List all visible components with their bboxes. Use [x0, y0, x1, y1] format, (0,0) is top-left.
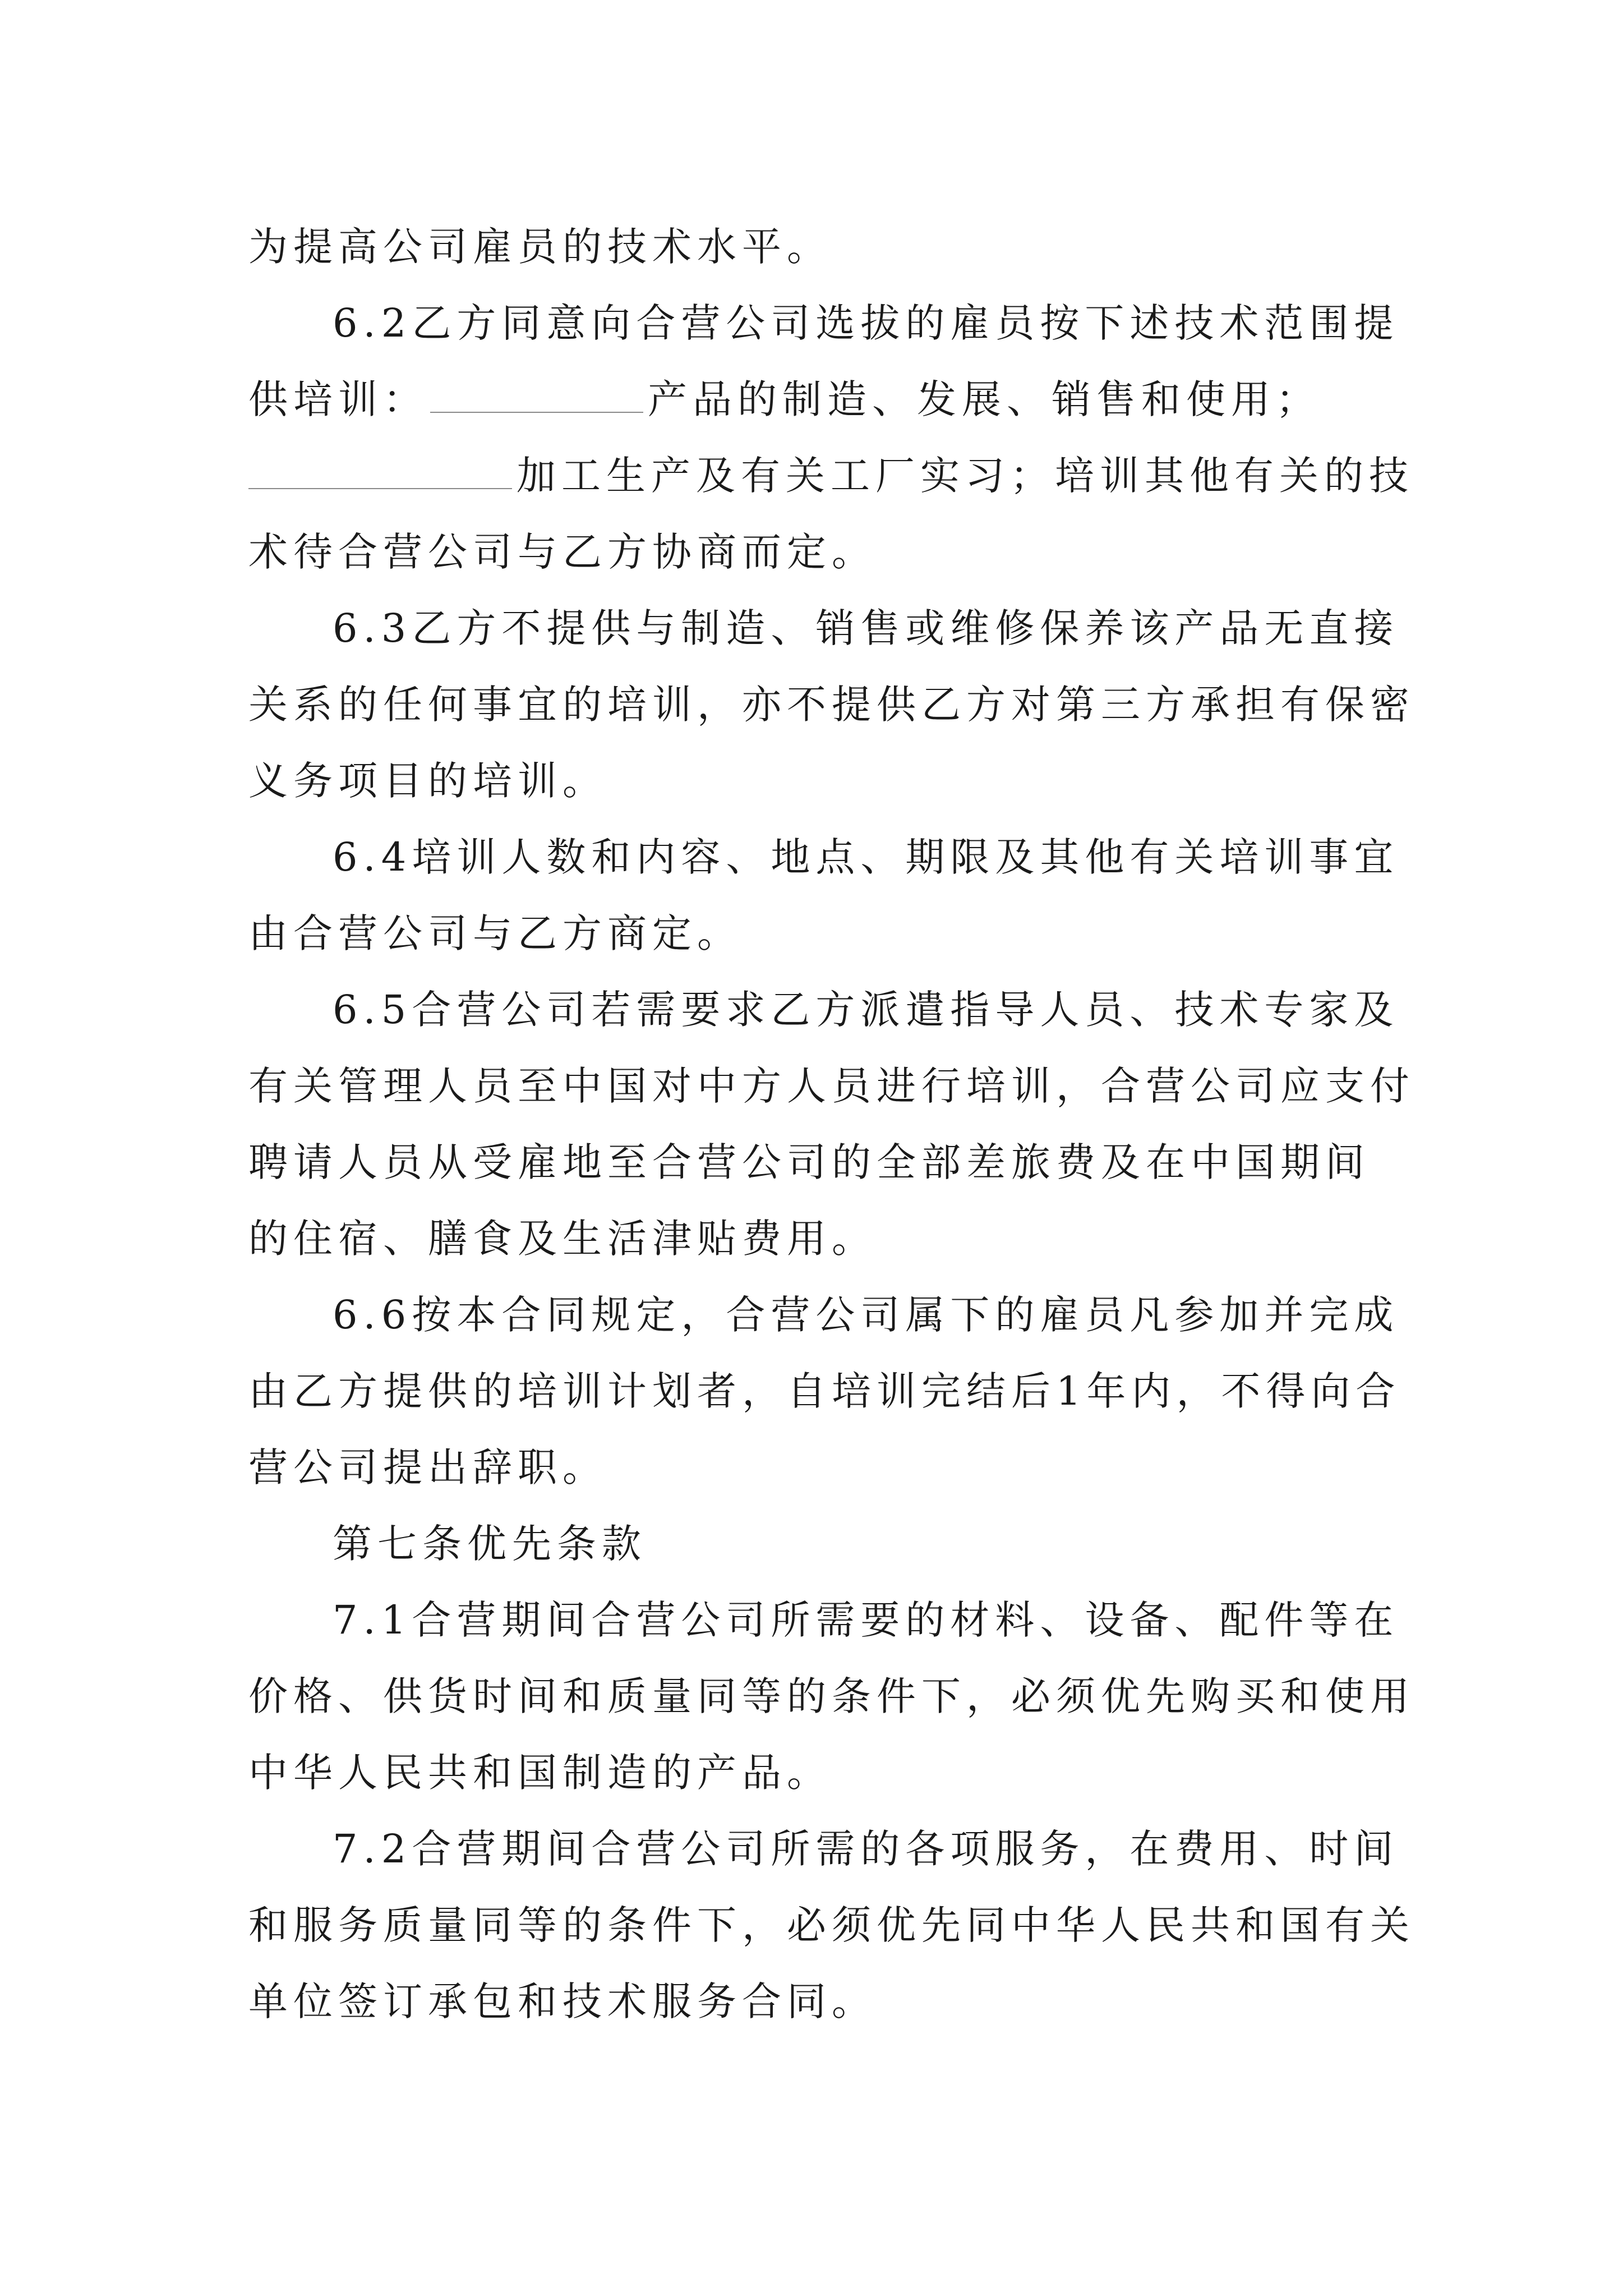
text-line: 的住宿、膳食及生活津贴费用。: [248, 1216, 877, 1262]
text-line: 由合营公司与乙方商定。: [248, 910, 742, 956]
text-line: 有关管理人员至中国对中方人员进行培训，合营公司应支付: [248, 1063, 1415, 1109]
text-line: 单位签订承包和技术服务合同。: [248, 1978, 877, 2024]
clause-6-3: 6.3乙方不提供与制造、销售或维修保养该产品无直接: [333, 605, 1399, 651]
text-line: [248, 438, 1414, 514]
text-segment: 供培训：: [248, 376, 428, 422]
text-line: 术待合营公司与乙方协商而定。: [248, 529, 877, 575]
clause-6-2: 6.2乙方同意向合营公司选拔的雇员按下述技术范围提: [333, 300, 1399, 346]
document-page: [248, 209, 1415, 2040]
clause-6-4: 6.4培训人数和内容、地点、期限及其他有关培训事宜: [333, 834, 1399, 880]
fill-in-blank: [430, 378, 643, 413]
text-line: 义务项目的培训。: [248, 758, 607, 804]
text-line: 由乙方提供的培训计划者，自培训完结后1年内，不得向合: [248, 1368, 1401, 1414]
clause-6-5: 6.5合营公司若需要求乙方派遣指导人员、技术专家及: [333, 987, 1399, 1033]
text-line: 和服务质量同等的条件下，必须优先同中华人民共和国有关: [248, 1902, 1415, 1948]
text-line: 聘请人员从受雇地至合营公司的全部差旅费及在中国期间: [248, 1139, 1370, 1185]
clause-7-2: 7.2合营期间合营公司所需的各项服务，在费用、时间: [333, 1826, 1399, 1872]
fill-in-blank: [248, 454, 512, 489]
clause-6-6: 6.6按本合同规定，合营公司属下的雇员凡参加并完成: [333, 1292, 1399, 1338]
text-segment: 产品的制造、发展、销售和使用；: [648, 376, 1321, 422]
text-line: 价格、供货时间和质量同等的条件下，必须优先购买和使用: [248, 1673, 1415, 1719]
text-line: 营公司提出辞职。: [248, 1444, 607, 1490]
text-line: [248, 361, 1376, 438]
article-7-heading: 第七条优先条款: [333, 1521, 647, 1567]
text-line: 中华人民共和国制造的产品。: [248, 1750, 832, 1796]
text-line: 为提高公司雇员的技术水平。: [248, 224, 832, 270]
clause-7-1: 7.1合营期间合营公司所需要的材料、设备、配件等在: [333, 1597, 1399, 1643]
text-segment: 加工生产及有关工厂实习；培训其他有关的技: [517, 453, 1414, 499]
text-line: 关系的任何事宜的培训，亦不提供乙方对第三方承担有保密: [248, 682, 1415, 728]
